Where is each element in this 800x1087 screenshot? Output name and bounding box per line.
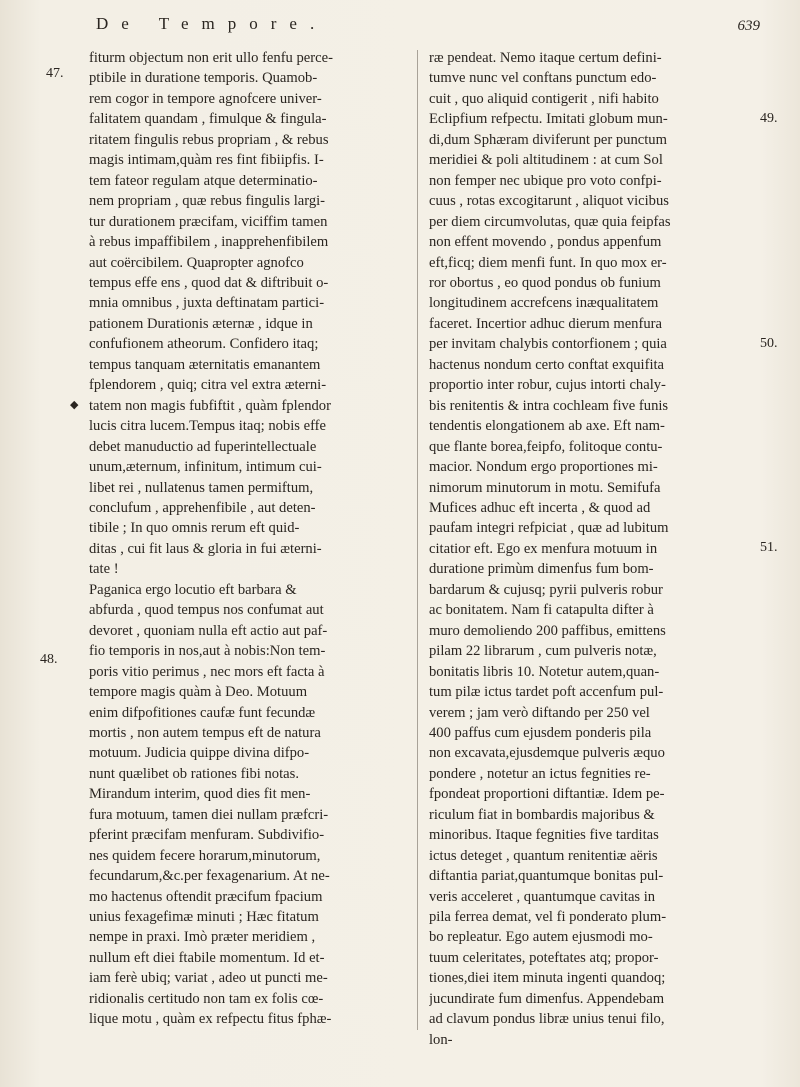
text-line: pationem Durationis æternæ , idque in [89, 315, 313, 332]
text-line: non effent movendo , pondus appenfum [429, 234, 662, 251]
margin-paragraph-number-51: 51. [760, 540, 778, 555]
margin-paragraph-number-50: 50. [760, 336, 778, 351]
text-line: lucis citra lucem.Tempus itaq; nobis effe [89, 418, 327, 435]
text-line: tem fateor regulam atque determinatio- [89, 172, 318, 189]
text-line: non excavata,ejusdemque pulveris æquo [429, 745, 665, 762]
text-line: fiturm objectum non erit ullo fenfu perce- [89, 50, 333, 66]
text-line: nempe in praxi. Imò præter meridiem , [89, 929, 316, 946]
text-line: cuit , quo aliquid contigerit , nifi habito [429, 90, 659, 107]
text-line: tum pilæ ictus tardet poft accenfum pul- [429, 684, 664, 701]
text-line: citatior eft. Ego ex menfura motuum in [429, 540, 658, 557]
text-line: diftantia pariat,quantumque bonitas pul- [429, 868, 664, 885]
text-line: bonitatis libris 10. Notetur autem,quan- [429, 663, 660, 680]
text-line: tempus tanquam æternitatis emanantem [89, 356, 321, 373]
text-line: bis renitentis & intra cochleam five funis [429, 397, 669, 414]
text-line: tibile ; In quo omnis rerum eft quid- [89, 520, 300, 537]
text-line: mortis , non autem tempus eft de natura [89, 724, 321, 741]
text-line: tuum celeritates, poteftates atq; propor- [429, 949, 659, 966]
text-line: 400 paffus cum ejusdem ponderis pila [429, 724, 652, 741]
text-line: ror obortus , eo quod pondus ob funium [429, 274, 661, 291]
text-line: ditas , cui fit laus & gloria in fui æterni- [89, 540, 322, 557]
text-line: ac bonitatem. Nam fi catapulta difter à [429, 602, 654, 619]
text-line: Eclipfium refpectu. Imitati globum mun- [429, 111, 668, 128]
text-line: proportio inter robur, cujus intorti chaly- [429, 377, 666, 394]
text-line: paufam integri refpiciat , quæ ad lubitum [429, 520, 669, 537]
right-text-column [429, 48, 755, 1050]
text-line: magis intimam,quàm res fint fibiipfis. I- [89, 152, 324, 169]
text-line: mnia omnibus , juxta deftinatam partici- [89, 295, 325, 312]
text-line: veris acceleret , quantumque cavitas in [429, 888, 656, 905]
text-line: fplendorem , quiq; citra vel extra æterni- [89, 377, 327, 394]
text-line: enim difpofitiones caufæ funt fecundæ [89, 704, 316, 721]
text-line: ptibile in duratione temporis. Quamob- [89, 70, 318, 87]
text-line: aut coërcibilem. Quapropter agnofco [89, 254, 304, 271]
text-line: bo repleatur. Ego autem ejusmodi mo- [429, 929, 653, 946]
text-line: iam ferè ubiq; variat , adeo ut puncti me- [89, 970, 328, 987]
page-number: 639 [737, 18, 760, 34]
text-line: di,dum Sphæram diviferunt per punctum [429, 131, 667, 148]
text-line: ritatem fingulis rebus propriam , & rebus [89, 131, 329, 148]
text-line: per invitam chalybis contorfionem ; quia [429, 336, 667, 353]
text-line: fecundarum,&c.per fexagenarium. At ne- [89, 868, 330, 885]
text-line: devoret , quoniam nulla eft actio aut paf- [89, 622, 328, 639]
text-line: Mufices adhuc eft incerta , & quod ad [429, 499, 651, 516]
text-line: à rebus impaffibilem , inapprehenfibilem [89, 234, 329, 251]
text-line: duratione primùm dimenfus fum bom- [429, 561, 654, 578]
text-line: tiones,diei item minuta ingenti quandoq; [429, 970, 666, 987]
text-line: rem cogor in tempore agnofcere univer- [89, 90, 322, 107]
text-line: ræ pendeat. Nemo itaque certum defini- [429, 50, 662, 66]
text-line: meridiei & poli altitudinem : at cum Sol [429, 152, 663, 169]
text-line: lique motu , quàm ex refpectu fitus fphæ- [89, 1011, 332, 1028]
text-line: jucundirate fum dimenfus. Appendebam [429, 990, 665, 1007]
text-line: tatem non magis fubfiftit , quàm fplendor [89, 397, 331, 414]
text-line: que flante borea,feipfo, folitoque contu- [429, 438, 663, 455]
text-line: nem propriam , quæ rebus fingulis largi- [89, 193, 326, 210]
text-line: verem ; jam verò diftando per 250 vel [429, 704, 650, 721]
text-line: cuus , rotas excogitarunt , aliquot vicibus [429, 193, 669, 210]
text-line: tempus effe ens , quod dat & diftribuit o- [89, 274, 329, 291]
text-line: tumve nunc vel conftans punctum edo- [429, 70, 657, 87]
text-line: tempore magis quàm à Deo. Motuum [89, 684, 308, 701]
text-line: unum,æternum, infinitum, intimum cui- [89, 459, 322, 476]
text-line: faceret. Incertior adhuc dierum menfura [429, 315, 662, 332]
text-line: nullum eft diei ftabile momentum. Id et- [89, 949, 325, 966]
margin-paragraph-number-47: 47. [46, 66, 64, 81]
text-line: ictus deteget , quantum renitentiæ aëris [429, 847, 658, 864]
text-line: muro demoliendo 200 paffibus, emittens [429, 622, 666, 639]
text-line: riculum fiat in bombardis majoribus & [429, 806, 655, 823]
text-line: hactenus nondum certo conftat exquifita [429, 356, 665, 373]
text-line: Mirandum interim, quod dies fit men- [89, 786, 311, 803]
column-divider [417, 50, 418, 1030]
text-line: pferint præcifam menfuram. Subdivifio- [89, 827, 325, 844]
text-line: motuum. Judicia quippe divina difpo- [89, 745, 310, 762]
text-line: bardarum & cujusq; pyrii pulveris robur [429, 581, 663, 598]
text-line: eft,ficq; diem menfi funt. In quo mox er- [429, 254, 667, 271]
text-line: Paganica ergo locutio eft barbara & [89, 581, 297, 598]
text-line: pondere , notetur an ictus fegnities re- [429, 765, 651, 782]
text-line: debet manuductio ad fuperintellectuale [89, 438, 317, 455]
text-line: conclufum , apprehenfibile , aut deten- [89, 499, 316, 516]
text-line: ad clavum pondus libræ unius tenui filo, [429, 1011, 665, 1028]
text-line: tate ! [89, 561, 119, 578]
text-line: per diem circumvolutas, quæ quia feipfas [429, 213, 671, 230]
text-line: nunt quælibet ob rationes fibi notas. [89, 765, 299, 782]
text-line: pilam 22 librarum , cum pulveris notæ, [429, 643, 657, 660]
text-line: fio temporis in nos,aut à nobis:Non tem- [89, 643, 326, 660]
text-line: fura motuum, tamen diei nullam præfcri- [89, 806, 329, 823]
text-line: fpondeat proportioni diftantiæ. Idem pe- [429, 786, 665, 803]
running-title: De Tempore. [96, 14, 328, 33]
text-line: tur durationem præcifam, viciffim tamen [89, 213, 328, 230]
text-line: macior. Nondum ergo proportiones mi- [429, 459, 658, 476]
text-line: pila ferrea demat, vel fi ponderato plum- [429, 909, 667, 926]
page-header [0, 6, 800, 46]
text-line: longitudinem accrefcens inæqualitatem [429, 295, 659, 312]
text-line: tendentis elongationem ab axe. Eft nam- [429, 418, 665, 435]
text-line: nimorum minutorum in motu. Semifufa [429, 479, 661, 496]
text-line: abfurda , quod tempus nos confumat aut [89, 602, 324, 619]
text-line: falitatem quandam , fimulque & fingula- [89, 111, 327, 128]
text-line: non femper nec ubique pro voto confpi- [429, 172, 662, 189]
margin-mark-icon: ◆ [70, 398, 79, 411]
margin-paragraph-number-48: 48. [40, 652, 58, 667]
left-text-column [89, 48, 404, 1030]
text-line: libet rei , nullatenus tamen permiftum, [89, 479, 314, 496]
text-line: unius fexagefimæ minuti ; Hæc fitatum [89, 909, 319, 926]
text-line: mo hactenus oftendit præcifum fpacium [89, 888, 323, 905]
margin-paragraph-number-49: 49. [760, 111, 778, 126]
text-line: lon- [429, 1031, 453, 1048]
text-line: poris vitio perimus , nec mors eft facta à [89, 663, 325, 680]
text-line: minoribus. Itaque fegnities five tarditas [429, 827, 659, 844]
text-line: nes quidem fecere horarum,minutorum, [89, 847, 321, 864]
text-line: ridionalis certitudo non tam ex folis cœ- [89, 990, 324, 1007]
text-line: confufionem atheorum. Confidero itaq; [89, 336, 319, 353]
